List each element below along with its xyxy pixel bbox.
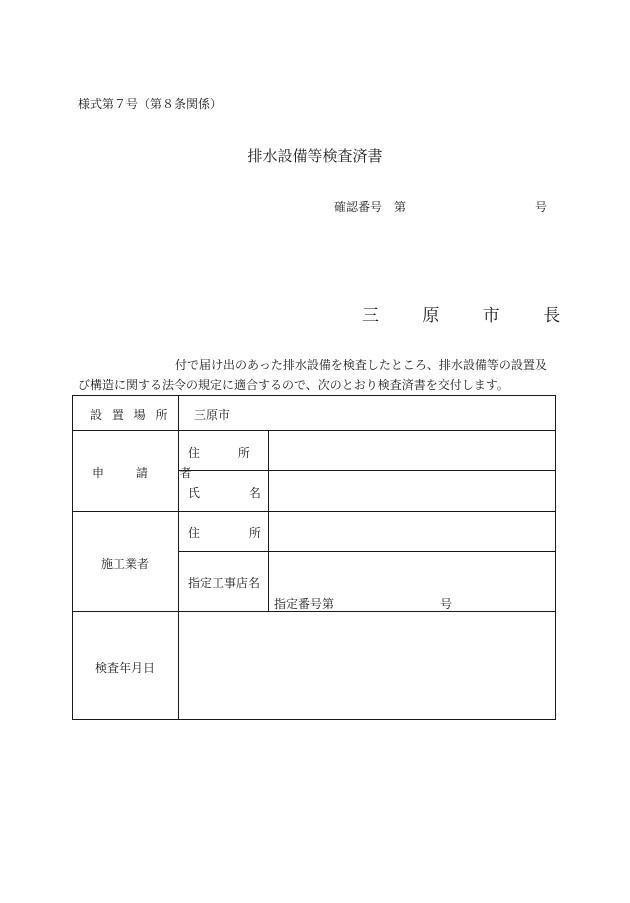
applicant-label: 申 請 者: [92, 466, 206, 480]
table-rule: [72, 511, 556, 512]
location-value: 三原市: [194, 408, 231, 422]
inspection-date-label: 検査年月日: [95, 661, 156, 675]
form-number: 様式第７号（第８条関係）: [78, 97, 223, 111]
applicant-name-label: 氏 名: [188, 486, 261, 500]
designation-number-suffix: 号: [440, 597, 453, 611]
table-rule: [72, 430, 556, 431]
body-text-line-1: 付で届け出のあった排水設備を検査したところ、排水設備等の設置及: [175, 358, 547, 372]
applicant-address-label: 住 所: [188, 446, 250, 460]
contractor-shop-label: 指定工事店名: [188, 576, 261, 590]
designation-number-prefix: 指定番号第: [274, 597, 335, 611]
table-rule: [178, 395, 179, 720]
confirmation-number-prefix: 第: [394, 200, 407, 214]
body-text-line-2: び構造に関する法令の規定に適合するので、次のとおり検査済書を交付します。: [78, 378, 509, 392]
location-label: 設 置 場 所: [90, 408, 171, 422]
confirmation-number-label: 確認番号: [334, 200, 383, 214]
confirmation-number-suffix: 号: [535, 200, 548, 214]
contractor-label: 施工業者: [101, 557, 150, 571]
table-rule: [178, 551, 556, 552]
contractor-address-label: 住 所: [188, 526, 261, 540]
table-rule: [268, 430, 269, 611]
table-rule: [178, 470, 556, 471]
issuer-mayor: 三 原 市 長: [362, 306, 580, 326]
document-title: 排水設備等検査済書: [247, 147, 383, 165]
